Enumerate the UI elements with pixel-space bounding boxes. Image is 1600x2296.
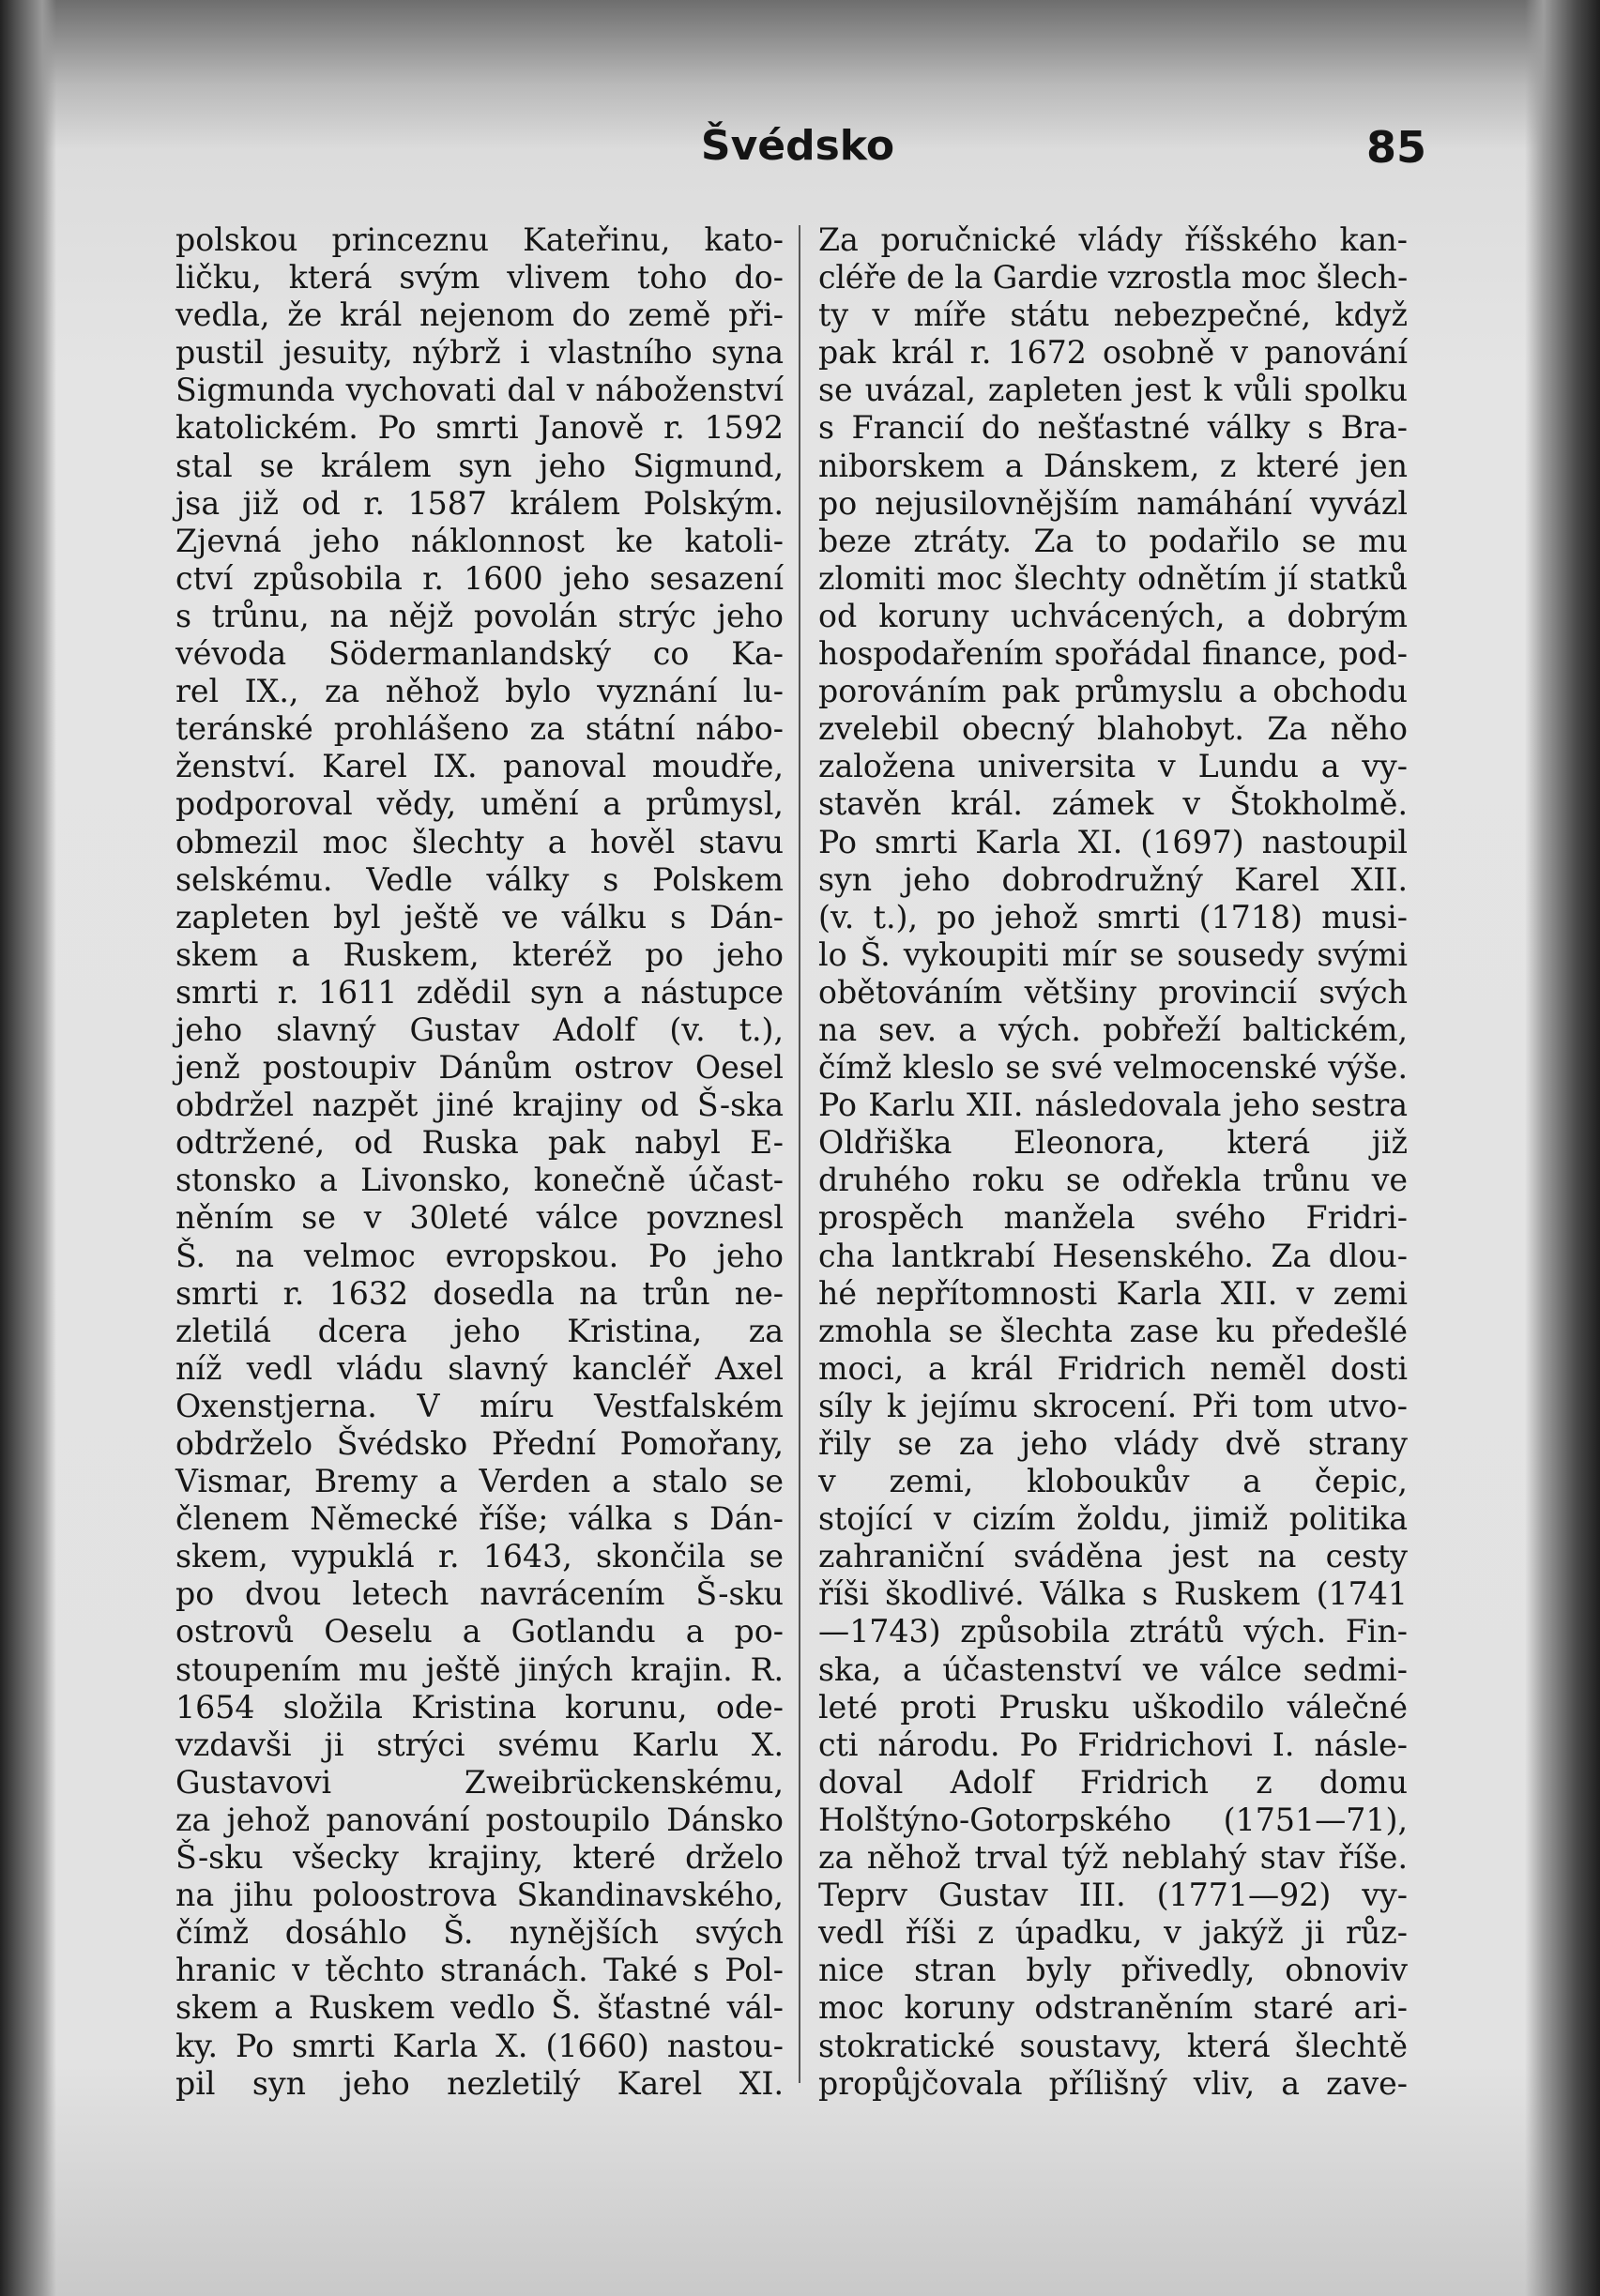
text-line: skem, vypuklá r. 1643, skončila se bbox=[175, 1538, 784, 1575]
text-line: (v. t.), po jehož smrti (1718) musi- bbox=[818, 898, 1408, 935]
text-line: smrti r. 1632 dosedla na trůn ne- bbox=[175, 1274, 784, 1312]
text-line: Oxenstjerna. V míru Vestfalském bbox=[175, 1387, 784, 1424]
text-line: hranic v těchto stranách. Také s Pol- bbox=[175, 1952, 784, 1989]
text-line: propůjčovala přílišný vliv, a zave- bbox=[818, 2064, 1408, 2102]
page-edge-shadow-right bbox=[1525, 0, 1600, 2296]
text-line: založena universita v Lundu a vy- bbox=[818, 748, 1408, 785]
text-line: obdrželo Švédsko Přední Pomořany, bbox=[175, 1425, 784, 1462]
text-line: na jihu poloostrova Skandinavského, bbox=[175, 1877, 784, 1914]
running-title: Švédsko bbox=[700, 122, 895, 170]
text-line: říši škodlivé. Válka s Ruskem (1741 bbox=[818, 1575, 1408, 1613]
text-line: obdržel nazpět jiné krajiny od Š-ska bbox=[175, 1087, 784, 1124]
text-line: podporoval vědy, umění a průmysl, bbox=[175, 785, 784, 823]
column-divider bbox=[799, 225, 800, 2083]
text-line: síly k jejímu skrocení. Při tom utvo- bbox=[818, 1387, 1408, 1424]
text-line: ženství. Karel IX. panoval moudře, bbox=[175, 748, 784, 785]
text-line: po nejusilovnějším namáhání vyvázl bbox=[818, 484, 1408, 522]
text-line: odtržené, od Ruska pak nabyl E- bbox=[175, 1124, 784, 1162]
text-line: s Francií do nešťastné války s Bra- bbox=[818, 409, 1408, 447]
text-line: níž vedl vládu slavný kancléř Axel bbox=[175, 1349, 784, 1387]
text-line: nice stran byly přivedly, obnoviv bbox=[818, 1952, 1408, 1989]
page-edge-shadow-left bbox=[0, 0, 56, 2296]
text-line: ctví způsobila r. 1600 jeho sesazení bbox=[175, 559, 784, 597]
text-line: vévoda Södermanlandský co Ka- bbox=[175, 635, 784, 673]
text-line: ostrovů Oeselu a Gotlandu a po- bbox=[175, 1613, 784, 1650]
text-line: smrti r. 1611 zdědil syn a nástupce bbox=[175, 973, 784, 1011]
text-line: Oldřiška Eleonora, která již bbox=[818, 1124, 1408, 1162]
text-line: Holštýno-Gotorpského (1751—71), bbox=[818, 1801, 1408, 1838]
text-line: rel IX., za něhož bylo vyznání lu- bbox=[175, 673, 784, 710]
text-line: lo Š. vykoupiti mír se sousedy svými bbox=[818, 935, 1408, 973]
text-line: jeho slavný Gustav Adolf (v. t.), bbox=[175, 1011, 784, 1048]
text-line: něním se v 30leté válce povznesl bbox=[175, 1199, 784, 1237]
text-line: teránské prohlášeno za státní nábo- bbox=[175, 710, 784, 748]
text-line: stal se králem syn jeho Sigmund, bbox=[175, 447, 784, 484]
text-line: členem Německé říše; válka s Dán- bbox=[175, 1500, 784, 1538]
text-line: od koruny uchvácených, a dobrým bbox=[818, 597, 1408, 634]
text-line: jsa již od r. 1587 králem Polským. bbox=[175, 484, 784, 522]
text-line: po dvou letech navrácením Š-sku bbox=[175, 1575, 784, 1613]
left-text-column bbox=[175, 221, 784, 2103]
text-line: Sigmunda vychovati dal v náboženství bbox=[175, 372, 784, 409]
text-line: stokratické soustavy, která šlechtě bbox=[818, 2027, 1408, 2064]
text-line: moc koruny odstraněním staré ari- bbox=[818, 1989, 1408, 2027]
text-line: hospodařením spořádal finance, pod- bbox=[818, 635, 1408, 673]
text-line: v zemi, kloboukův a čepic, bbox=[818, 1463, 1408, 1500]
text-line: Š-sku všecky krajiny, které drželo bbox=[175, 1839, 784, 1877]
text-line: na sev. a vých. pobřeží baltickém, bbox=[818, 1011, 1408, 1048]
text-line: Teprv Gustav III. (1771—92) vy- bbox=[818, 1877, 1408, 1914]
text-line: zvelebil obecný blahobyt. Za něho bbox=[818, 710, 1408, 748]
text-line: stavěn král. zámek v Štokholmě. bbox=[818, 785, 1408, 823]
text-line: beze ztráty. Za to podařilo se mu bbox=[818, 522, 1408, 559]
text-line: druhého roku se odřekla trůnu ve bbox=[818, 1162, 1408, 1199]
text-line: vedla, že král nejenom do země při- bbox=[175, 297, 784, 334]
text-line: polskou princeznu Kateřinu, kato- bbox=[175, 221, 784, 258]
right-text-column bbox=[818, 221, 1408, 2103]
text-line: zahraniční sváděna jest na cesty bbox=[818, 1538, 1408, 1575]
text-line: stojící v cizím žoldu, jimiž politika bbox=[818, 1500, 1408, 1538]
text-line: zletilá dcera jeho Kristina, za bbox=[175, 1312, 784, 1349]
text-line: porováním pak průmyslu a obchodu bbox=[818, 673, 1408, 710]
text-line: 1654 složila Kristina korunu, ode- bbox=[175, 1688, 784, 1726]
text-line: zapleten byl ještě ve válku s Dán- bbox=[175, 898, 784, 935]
text-line: syn jeho dobrodružný Karel XII. bbox=[818, 860, 1408, 898]
text-line: zmohla se šlechta zase ku předešlé bbox=[818, 1312, 1408, 1349]
text-line: vedl říši z úpadku, v jakýž ji růz- bbox=[818, 1914, 1408, 1952]
text-line: vzdavši ji strýci svému Karlu X. bbox=[175, 1726, 784, 1763]
text-line: pak král r. 1672 osobně v panování bbox=[818, 334, 1408, 372]
text-line: pil syn jeho nezletilý Karel XI. bbox=[175, 2064, 784, 2102]
text-line: čímž dosáhlo Š. nynějších svých bbox=[175, 1914, 784, 1952]
text-line: leté proti Prusku uškodilo válečné bbox=[818, 1688, 1408, 1726]
text-line: Zjevná jeho náklonnost ke katoli- bbox=[175, 522, 784, 559]
text-line: Po smrti Karla XI. (1697) nastoupil bbox=[818, 823, 1408, 860]
text-line: niborskem a Dánskem, z které jen bbox=[818, 447, 1408, 484]
text-line: se uvázal, zapleten jest k vůli spolku bbox=[818, 372, 1408, 409]
text-line: ky. Po smrti Karla X. (1660) nastou- bbox=[175, 2027, 784, 2064]
text-line: hé nepřítomnosti Karla XII. v zemi bbox=[818, 1274, 1408, 1312]
text-line: Za poručnické vlády říšského kan- bbox=[818, 221, 1408, 258]
text-line: doval Adolf Fridrich z domu bbox=[818, 1763, 1408, 1801]
text-line: Š. na velmoc evropskou. Po jeho bbox=[175, 1237, 784, 1274]
text-line: stoupením mu ještě jiných krajin. R. bbox=[175, 1650, 784, 1688]
text-line: řily se za jeho vlády dvě strany bbox=[818, 1425, 1408, 1462]
text-line: obětováním většiny provincií svých bbox=[818, 973, 1408, 1011]
text-line: ličku, která svým vlivem toho do- bbox=[175, 259, 784, 297]
text-line: Po Karlu XII. následovala jeho sestra bbox=[818, 1087, 1408, 1124]
text-line: čímž kleslo se své velmocenské výše. bbox=[818, 1049, 1408, 1087]
text-line: Vismar, Bremy a Verden a stalo se bbox=[175, 1463, 784, 1500]
text-line: skem a Ruskem, kteréž po jeho bbox=[175, 935, 784, 973]
text-line: za jehož panování postoupilo Dánsko bbox=[175, 1801, 784, 1838]
text-line: obmezil moc šlechty a hověl stavu bbox=[175, 823, 784, 860]
text-line: prospěch manžela svého Fridri- bbox=[818, 1199, 1408, 1237]
text-line: za něhož trval týž neblahý stav říše. bbox=[818, 1839, 1408, 1877]
text-line: Gustavovi Zweibrückenskému, bbox=[175, 1763, 784, 1801]
text-line: pustil jesuity, nýbrž i vlastního syna bbox=[175, 334, 784, 372]
text-line: zlomiti moc šlechty odnětím jí statků bbox=[818, 559, 1408, 597]
text-line: s trůnu, na nějž povolán strýc jeho bbox=[175, 597, 784, 634]
text-line: moci, a král Fridrich neměl dosti bbox=[818, 1349, 1408, 1387]
text-line: cléře de la Gardie vzrostla moc šlech- bbox=[818, 259, 1408, 297]
text-line: ska, a účastenství ve válce sedmi- bbox=[818, 1650, 1408, 1688]
text-line: katolickém. Po smrti Janově r. 1592 bbox=[175, 409, 784, 447]
text-line: cha lantkrabí Hesenského. Za dlou- bbox=[818, 1237, 1408, 1274]
text-line: skem a Ruskem vedlo Š. šťastné vál- bbox=[175, 1989, 784, 2027]
text-line: ty v míře státu nebezpečné, když bbox=[818, 297, 1408, 334]
text-line: cti národu. Po Fridrichovi I. násle- bbox=[818, 1726, 1408, 1763]
page-number: 85 bbox=[1365, 122, 1426, 173]
page-header bbox=[169, 122, 1426, 178]
text-line: selskému. Vedle války s Polskem bbox=[175, 860, 784, 898]
text-line: jenž postoupiv Dánům ostrov Oesel bbox=[175, 1049, 784, 1087]
text-line: —1743) způsobila ztrátů vých. Fin- bbox=[818, 1613, 1408, 1650]
text-line: stonsko a Livonsko, konečně účast- bbox=[175, 1162, 784, 1199]
